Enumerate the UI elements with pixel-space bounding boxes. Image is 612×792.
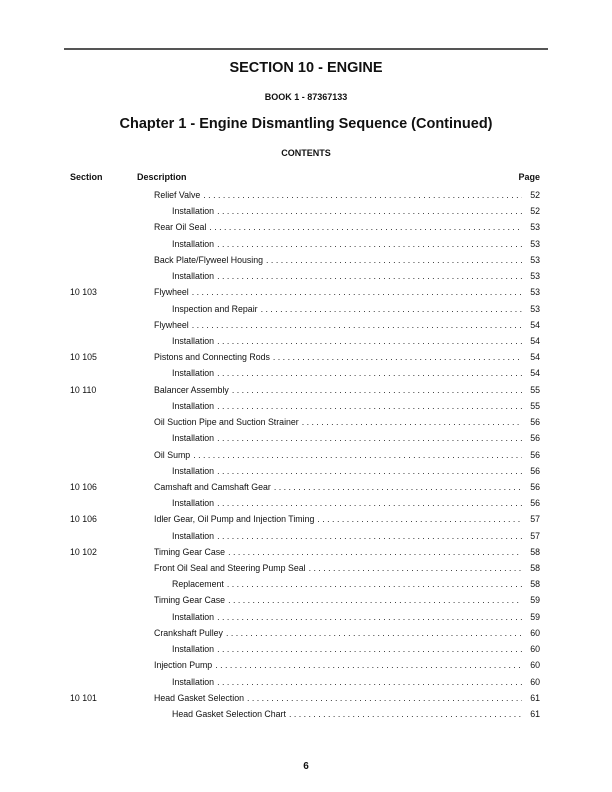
toc-page: 60 [522,625,540,641]
toc-description: Inspection and Repair [172,301,261,317]
toc-section-code: 10 101 [70,692,97,703]
toc-entry [154,414,540,430]
toc-row[interactable] [0,495,612,511]
toc-description: Timing Gear Case [154,592,228,608]
toc-page: 60 [522,641,540,657]
toc-description: Replacement [172,576,227,592]
toc-row[interactable] [0,203,612,219]
toc-entry [154,187,540,203]
toc-page: 60 [522,657,540,673]
toc-row[interactable] [0,576,612,592]
toc-page: 55 [522,398,540,414]
toc-page: 53 [522,236,540,252]
toc-entry [172,301,540,317]
toc-page: 56 [522,463,540,479]
toc-entry [154,479,540,495]
toc-row[interactable] [0,609,612,625]
toc-row[interactable] [0,414,612,430]
toc-description: Balancer Assembly [154,382,232,398]
dot-leader [217,609,540,625]
toc-section-code: 10 102 [70,546,97,557]
toc-row[interactable] [0,625,612,641]
toc-page: 56 [522,430,540,446]
toc-entry [172,430,540,446]
dot-leader [217,203,540,219]
dot-leader [273,349,540,365]
toc-description: Oil Suction Pipe and Suction Strainer [154,414,302,430]
toc-section-code: 10 106 [70,481,97,492]
toc-description: Flywheel [154,317,192,333]
toc-page: 57 [522,528,540,544]
toc-row[interactable] [0,268,612,284]
dot-leader [302,414,540,430]
toc-row[interactable] [0,252,612,268]
toc-description: Installation [172,609,217,625]
toc-description: Head Gasket Selection [154,690,247,706]
dot-leader [228,592,540,608]
toc-description: Flywheel [154,284,192,300]
chapter-title: Chapter 1 - Engine Dismantling Sequence (Continued) [119,116,493,132]
toc-description: Installation [172,463,217,479]
dot-leader [209,219,540,235]
toc-page: 61 [522,706,540,722]
dot-leader [289,706,540,722]
toc-page: 58 [522,544,540,560]
toc-description: Timing Gear Case [154,544,228,560]
dot-leader [232,382,540,398]
toc-description: Oil Sump [154,447,193,463]
toc-entry [172,641,540,657]
dot-leader [215,657,540,673]
toc-row[interactable] [0,528,612,544]
toc-row[interactable] [0,690,612,706]
toc-section-code: 10 106 [70,514,97,525]
toc-description: Installation [172,430,217,446]
toc-page: 53 [522,252,540,268]
toc-entry [172,576,540,592]
toc-entry [172,236,540,252]
toc-description: Installation [172,641,217,657]
dot-leader [217,495,540,511]
dot-leader [217,268,540,284]
toc-description: Idler Gear, Oil Pump and Injection Timing [154,511,317,527]
toc-entry [154,560,540,576]
toc-entry [172,609,540,625]
dot-leader [261,301,540,317]
toc-entry [154,657,540,673]
toc-entry [154,625,540,641]
toc-row[interactable] [0,284,612,300]
toc-entry [172,528,540,544]
dot-leader [309,560,540,576]
toc-entry [154,511,540,527]
toc-row[interactable] [0,430,612,446]
contents-list [0,187,612,722]
dot-leader [274,479,540,495]
toc-description: Installation [172,674,217,690]
toc-row[interactable] [0,333,612,349]
toc-page: 54 [522,365,540,381]
toc-entry [154,317,540,333]
toc-entry [154,447,540,463]
toc-description: Installation [172,365,217,381]
toc-page: 52 [522,187,540,203]
toc-description: Injection Pump [154,657,215,673]
dot-leader [193,447,540,463]
dot-leader [192,284,540,300]
page-number: 6 [303,761,309,772]
toc-description: Installation [172,203,217,219]
toc-row[interactable] [0,544,612,560]
toc-page: 56 [522,495,540,511]
toc-entry [154,284,540,300]
toc-row[interactable] [0,674,612,690]
toc-page: 59 [522,592,540,608]
toc-description: Relief Valve [154,187,203,203]
toc-description: Installation [172,495,217,511]
toc-section-code: 10 110 [70,384,97,395]
dot-leader [217,528,540,544]
dot-leader [228,544,540,560]
toc-page: 55 [522,382,540,398]
toc-row[interactable] [0,657,612,673]
toc-row[interactable] [0,560,612,576]
column-header-section: Section [70,172,103,182]
toc-entry [172,463,540,479]
dot-leader [192,317,540,333]
dot-leader [266,252,540,268]
toc-row[interactable] [0,641,612,657]
toc-row[interactable] [0,187,612,203]
toc-page: 58 [522,560,540,576]
toc-entry [154,382,540,398]
toc-row[interactable] [0,511,612,527]
toc-description: Camshaft and Camshaft Gear [154,479,274,495]
toc-row[interactable] [0,592,612,608]
dot-leader [217,641,540,657]
toc-row[interactable] [0,463,612,479]
toc-entry [154,592,540,608]
toc-page: 54 [522,317,540,333]
dot-leader [217,430,540,446]
dot-leader [217,398,540,414]
toc-entry [154,219,540,235]
toc-page: 54 [522,333,540,349]
toc-page: 52 [522,203,540,219]
contents-heading: CONTENTS [281,148,331,158]
toc-row[interactable] [0,365,612,381]
toc-description: Installation [172,398,217,414]
toc-row[interactable] [0,447,612,463]
toc-description: Installation [172,268,217,284]
toc-row[interactable] [0,236,612,252]
toc-entry [154,252,540,268]
dot-leader [217,236,540,252]
toc-row[interactable] [0,382,612,398]
toc-entry [172,706,540,722]
dot-leader [217,333,540,349]
toc-page: 53 [522,219,540,235]
toc-row[interactable] [0,349,612,365]
dot-leader [227,576,540,592]
column-header-page: Page [518,172,540,182]
toc-entry [154,349,540,365]
book-number: BOOK 1 - 87367133 [264,92,348,102]
toc-page: 56 [522,414,540,430]
toc-page: 60 [522,674,540,690]
dot-leader [203,187,540,203]
toc-row[interactable] [0,706,612,722]
toc-description: Pistons and Connecting Rods [154,349,273,365]
dot-leader [247,690,540,706]
toc-page: 57 [522,511,540,527]
toc-row[interactable] [0,479,612,495]
toc-section-code: 10 105 [70,352,97,363]
dot-leader [226,625,540,641]
toc-entry [172,203,540,219]
toc-description: Back Plate/Flyweel Housing [154,252,266,268]
toc-row[interactable] [0,317,612,333]
toc-entry [172,365,540,381]
toc-page: 58 [522,576,540,592]
toc-page: 59 [522,609,540,625]
toc-entry [172,495,540,511]
toc-page: 53 [522,301,540,317]
toc-description: Installation [172,333,217,349]
toc-row[interactable] [0,398,612,414]
toc-row[interactable] [0,219,612,235]
toc-description: Installation [172,528,217,544]
dot-leader [217,674,540,690]
top-rule [64,48,548,50]
toc-entry [154,544,540,560]
toc-description: Installation [172,236,217,252]
toc-description: Rear Oil Seal [154,219,209,235]
toc-page: 61 [522,690,540,706]
toc-entry [172,674,540,690]
dot-leader [317,511,540,527]
toc-description: Front Oil Seal and Steering Pump Seal [154,560,309,576]
toc-description: Head Gasket Selection Chart [172,706,289,722]
toc-page: 54 [522,349,540,365]
section-title: SECTION 10 - ENGINE [229,60,383,76]
dot-leader [217,365,540,381]
dot-leader [217,463,540,479]
toc-entry [154,690,540,706]
toc-page: 56 [522,447,540,463]
toc-page: 56 [522,479,540,495]
column-header-description: Description [137,172,187,182]
toc-description: Crankshaft Pulley [154,625,226,641]
toc-page: 53 [522,284,540,300]
toc-entry [172,398,540,414]
toc-section-code: 10 103 [70,287,97,298]
toc-page: 53 [522,268,540,284]
toc-entry [172,268,540,284]
toc-entry [172,333,540,349]
toc-row[interactable] [0,301,612,317]
